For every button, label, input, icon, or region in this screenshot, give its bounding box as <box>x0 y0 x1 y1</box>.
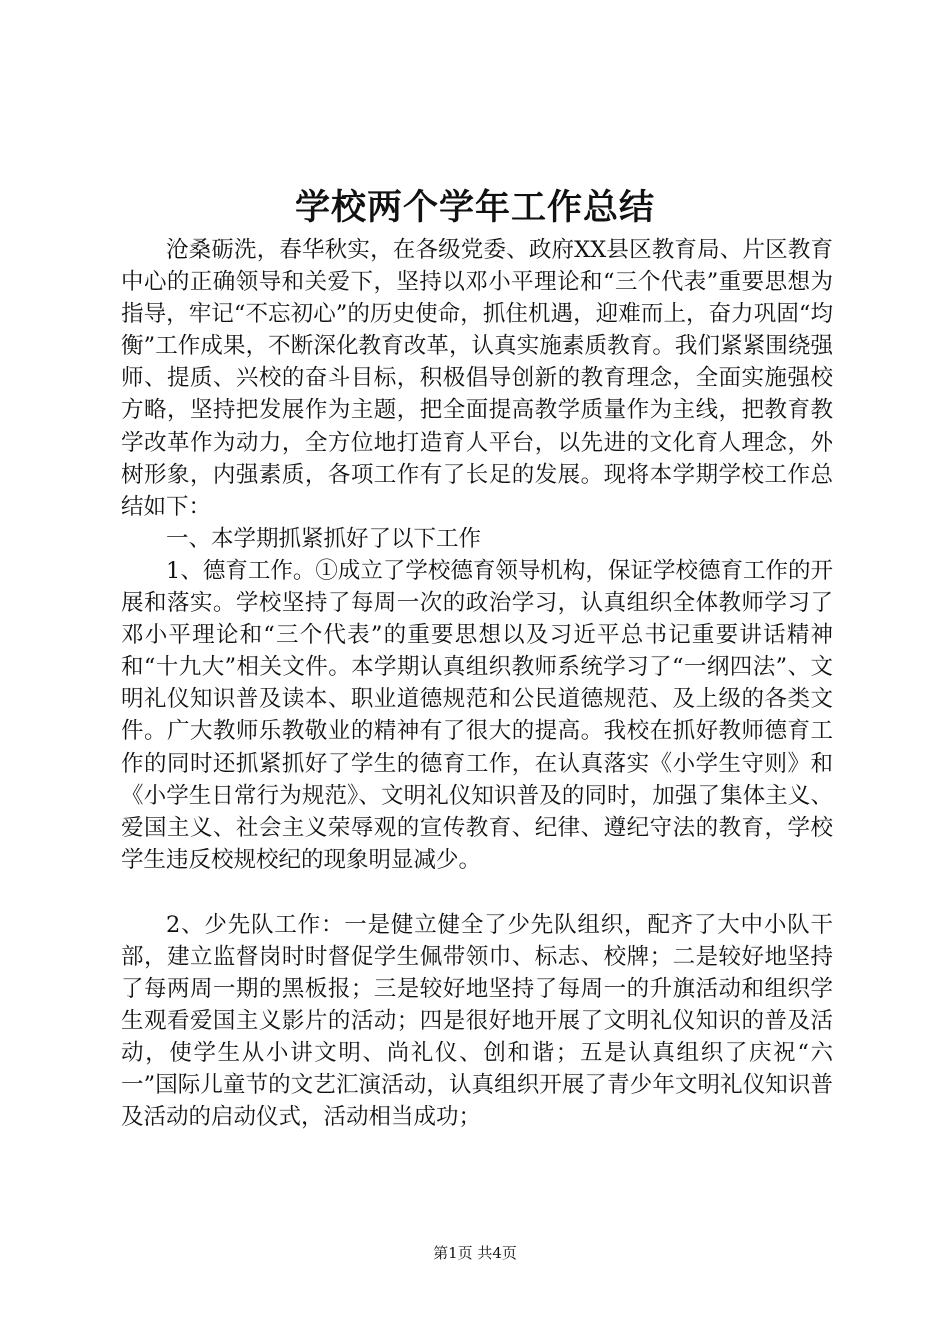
page-number-footer: 第1页 共4页 <box>433 1244 517 1262</box>
document-body <box>121 234 833 1134</box>
document-title: 学校两个学年工作总结 <box>294 188 655 228</box>
intro-paragraph: 沧桑砺洗，春华秋实，在各级党委、政府XX县区教育局、片区教育中心的正确领导和关爱下，坚持以邓小平理论和“三个代表”重要思想为指导，牢记“不忘初心”的历史使命，抓住机遇，迎难而上，奋力巩固“均衡”工作成果，不断深化教育改革，认真实施素质教育。我们紧紧围绕强师、提质、兴校的奋斗目标，积极倡导创新的教育理念，全面实施强校方略，坚持把发展作为主题，把全面提高教学质量作为主线，把教育教学改革作为动力，全方位地打造育人平台，以先进的文化育人理念，外树形象，内强素质，各项工作有了长足的发展。现将本学期学校工作总结如下： <box>121 237 833 520</box>
moral-education-paragraph: 1、德育工作。①成立了学校德育领导机构，保证学校德育工作的开展和落实。学校坚持了每周一次的政治学习，认真组织全体教师学习了邓小平理论和“三个代表”的重要思想以及习近平总书记重要讲话精神和“十九大”相关文件。本学期认真组织教师系统学习了“一纲四法”、文明礼仪知识普及读本、职业道德规范和公民道德规范、及上级的各类文件。广大教师乐教敬业的精神有了很大的提高。我校在抓好教师德育工作的同时还抓紧抓好了学生的德育工作，在认真落实《小学生守则》和《小学生日常行为规范》、文明礼仪知识普及的同时，加强了集体主义、爱国主义、社会主义荣辱观的宣传教育、纪律、遵纪守法的教育，学校学生违反校规校纪的现象明显减少。 <box>121 557 833 873</box>
young-pioneers-paragraph: 2、少先队工作：一是健立健全了少先队组织，配齐了大中小队干部，建立监督岗时时督促学生佩带领巾、标志、校牌；二是较好地坚持了每两周一期的黑板报；三是较好地坚持了每周一的升旗活动和组织学生观看爱国主义影片的活动；四是很好地开展了文明礼仪知识的普及活动，使学生从小讲文明、尚礼仪、创和谐；五是认真组织了庆祝“六一”国际儿童节的文艺汇演活动，认真组织开展了青少年文明礼仪知识普及活动的启动仪式，活动相当成功； <box>121 911 833 1131</box>
section-heading: 一、本学期抓紧抓好了以下工作 <box>166 525 482 552</box>
